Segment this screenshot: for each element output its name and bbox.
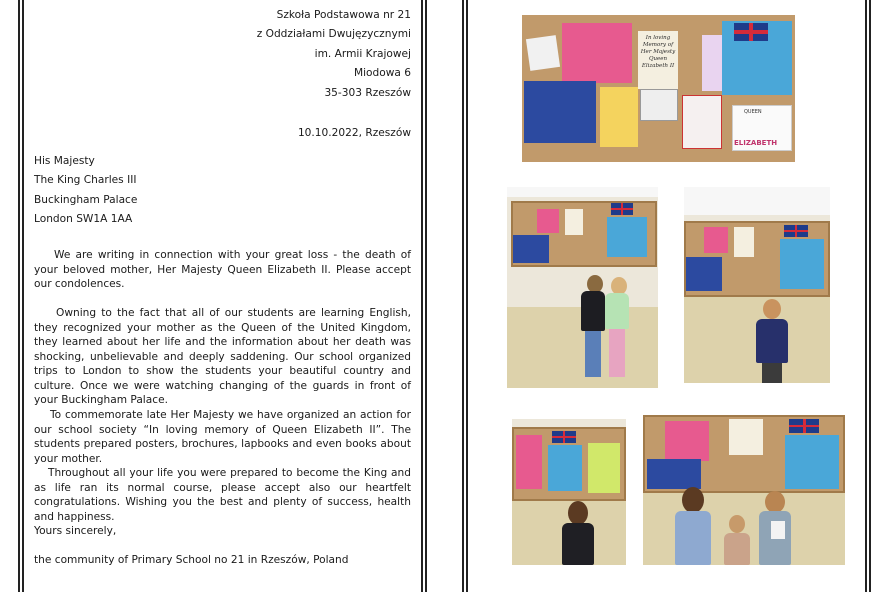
photo-two-students xyxy=(507,187,658,388)
letter-closing: Yours sincerely, xyxy=(34,525,117,537)
student-figure xyxy=(671,487,715,565)
page-border-right xyxy=(869,0,871,592)
recipient-line: His Majesty xyxy=(34,155,95,167)
letter-page xyxy=(0,0,440,592)
poster-label-queen: QUEEN xyxy=(744,109,762,115)
recipient-line: Buckingham Palace xyxy=(34,193,138,206)
sender-line: Szkoła Podstawowa nr 21 xyxy=(276,9,411,21)
poster-title: In loving Memory of Her Majesty Queen Elizabeth II xyxy=(638,31,678,89)
page-border-left xyxy=(462,0,464,592)
student-figure xyxy=(754,299,790,383)
photo-board-closeup xyxy=(522,15,795,162)
student-figure xyxy=(558,501,598,565)
sender-line: Miodowa 6 xyxy=(353,67,411,80)
page-border-right-inner xyxy=(421,0,423,592)
poster-label-elizabeth: ELIZABETH xyxy=(734,139,778,147)
uk-flag-icon xyxy=(734,23,768,41)
page-border-right xyxy=(425,0,427,592)
photo-girl-student xyxy=(512,419,626,565)
student-figure xyxy=(721,515,751,565)
page-border-left-inner xyxy=(466,0,468,592)
uk-flag-icon xyxy=(784,225,808,237)
photo-boy-student xyxy=(684,187,830,383)
uk-flag-icon xyxy=(611,203,633,215)
sender-line: 35-303 Rzeszów xyxy=(324,86,411,99)
student-figure xyxy=(755,491,795,565)
page-border-left xyxy=(18,0,20,592)
sender-address xyxy=(257,6,411,103)
student-figure xyxy=(603,277,637,385)
photo-three-students xyxy=(643,415,845,565)
letter-paragraph: Owning to the fact that all of our students are learning English, they recognized your mother as the Queen of the United Kingdom, they learned about her life and the information about her death was shocking, unbelievable and deeply saddening. Our school organized trips to London to show the students your beautiful country and culture. Once we were watching changing of the guards in front of your Buckingham Palace. xyxy=(34,307,411,406)
sender-line: z Oddziałami Dwujęzycznymi xyxy=(256,28,411,41)
recipient-line: The King Charles III xyxy=(34,174,137,187)
uk-flag-icon xyxy=(552,431,576,443)
letter-paragraph: Throughout all your life you were prepared to become the King and as life ran its normal course, please accept also our heartfelt congratulations. Wishing you the best and plenty of success, health and happiness. xyxy=(34,467,411,523)
sender-line: im. Armii Krajowej xyxy=(314,47,411,60)
letter-paragraph: To commemorate late Her Majesty we have organized an action for our school society “In loving memory of Queen Elizabeth II”. The students prepared posters, brochures, lapbooks and even books about your mother. xyxy=(34,409,411,465)
photo-page xyxy=(448,0,888,592)
recipient-line: London SW1A 1AA xyxy=(34,213,133,226)
page-border-left-inner xyxy=(22,0,24,592)
page-border-right-inner xyxy=(865,0,867,592)
letter-paragraph: We are writing in connection with your great loss - the death of your beloved mother, Her Majesty Queen Elizabeth II. Please accept our condolences. xyxy=(34,249,411,290)
recipient-address xyxy=(34,152,137,230)
letter-signature: the community of Primary School no 21 in Rzeszów, Poland xyxy=(34,554,349,566)
uk-flag-icon xyxy=(789,419,819,433)
letter-date: 10.10.2022, Rzeszów xyxy=(297,127,411,139)
